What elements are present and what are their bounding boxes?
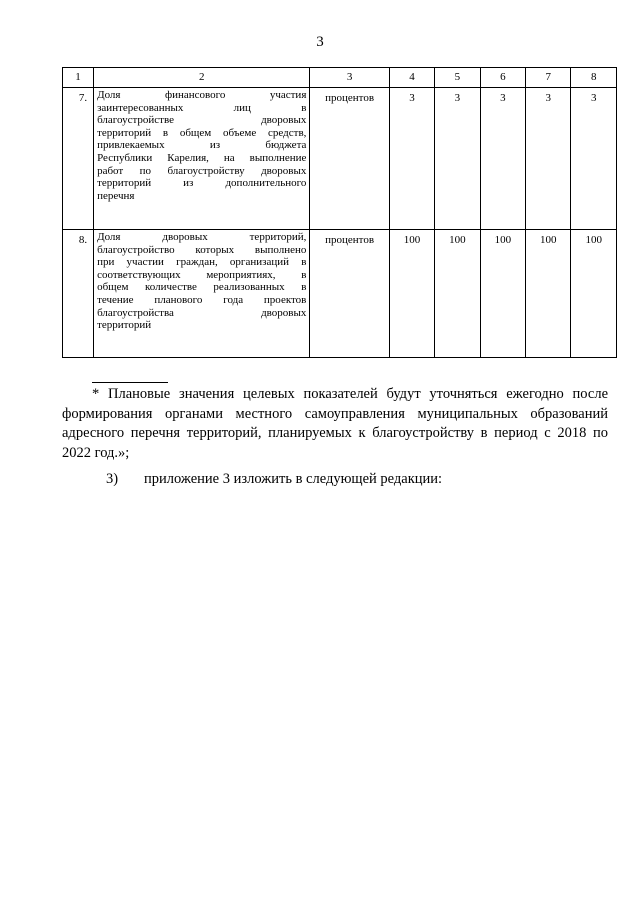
indicators-table bbox=[62, 67, 617, 358]
header-cell: 2 bbox=[94, 68, 310, 88]
header-cell: 8 bbox=[571, 68, 617, 88]
description-line: соответствующих мероприятиях, в bbox=[97, 268, 307, 281]
page-number: 3 bbox=[316, 34, 324, 50]
list-item-marker: 3) bbox=[106, 471, 119, 487]
row-value: 3 bbox=[571, 88, 617, 230]
row-value: 100 bbox=[526, 230, 571, 358]
row-description bbox=[94, 88, 310, 230]
row-value: 100 bbox=[435, 230, 480, 358]
row-description bbox=[94, 230, 310, 358]
list-item-text: приложение 3 изложить в следующей редакции: bbox=[144, 471, 443, 487]
description-line: работ по благоустройству дворовых bbox=[97, 164, 307, 177]
row-value: 3 bbox=[526, 88, 571, 230]
table-header-row bbox=[63, 68, 617, 88]
header-cell: 3 bbox=[310, 68, 389, 88]
description-line: территорий в общем объеме средств, bbox=[97, 126, 307, 139]
description-line: благоустройство которых выполнено bbox=[97, 243, 307, 256]
description-line: Доля финансового участия bbox=[97, 89, 307, 101]
description-line: Республики Карелия, на выполнение bbox=[97, 151, 307, 164]
header-cell: 5 bbox=[435, 68, 480, 88]
row-number: 8. bbox=[63, 230, 94, 358]
header-cell: 7 bbox=[526, 68, 571, 88]
description-line: территорий bbox=[97, 319, 152, 332]
footnote-text: * Плановые значения целевых показателей будут уточняться ежегодно после формирования органами местного самоуправления муниципальных образований адресного перечня территорий, планируемых к благоустройству в период с 2018 по 2022 год.»; bbox=[62, 386, 608, 461]
row-unit: процентов bbox=[310, 230, 389, 358]
description-line: привлекаемых из бюджета bbox=[97, 139, 307, 152]
table-row bbox=[63, 230, 617, 358]
header-cell: 1 bbox=[63, 68, 94, 88]
row-value: 100 bbox=[480, 230, 525, 358]
description-line: общем количестве реализованных в bbox=[97, 281, 307, 294]
list-item bbox=[106, 470, 442, 489]
row-value: 3 bbox=[389, 88, 434, 230]
description-line: течение планового года проектов bbox=[97, 293, 307, 306]
description-line: Доля дворовых территорий, bbox=[97, 231, 307, 243]
description-line: благоустройстве дворовых bbox=[97, 114, 307, 127]
row-value: 3 bbox=[435, 88, 480, 230]
row-value: 100 bbox=[571, 230, 617, 358]
row-number: 7. bbox=[63, 88, 94, 230]
description-line: благоустройства дворовых bbox=[97, 306, 307, 319]
description-line: перечня bbox=[97, 189, 135, 202]
description-line: заинтересованных лиц в bbox=[97, 101, 307, 114]
table-row bbox=[63, 88, 617, 230]
description-line: территорий из дополнительного bbox=[97, 177, 307, 190]
row-value: 3 bbox=[480, 88, 525, 230]
description-line: при участии граждан, организаций в bbox=[97, 256, 307, 269]
footnote-separator bbox=[92, 382, 168, 383]
row-unit: процентов bbox=[310, 88, 389, 230]
header-cell: 6 bbox=[480, 68, 525, 88]
header-cell: 4 bbox=[389, 68, 434, 88]
row-value: 100 bbox=[389, 230, 434, 358]
